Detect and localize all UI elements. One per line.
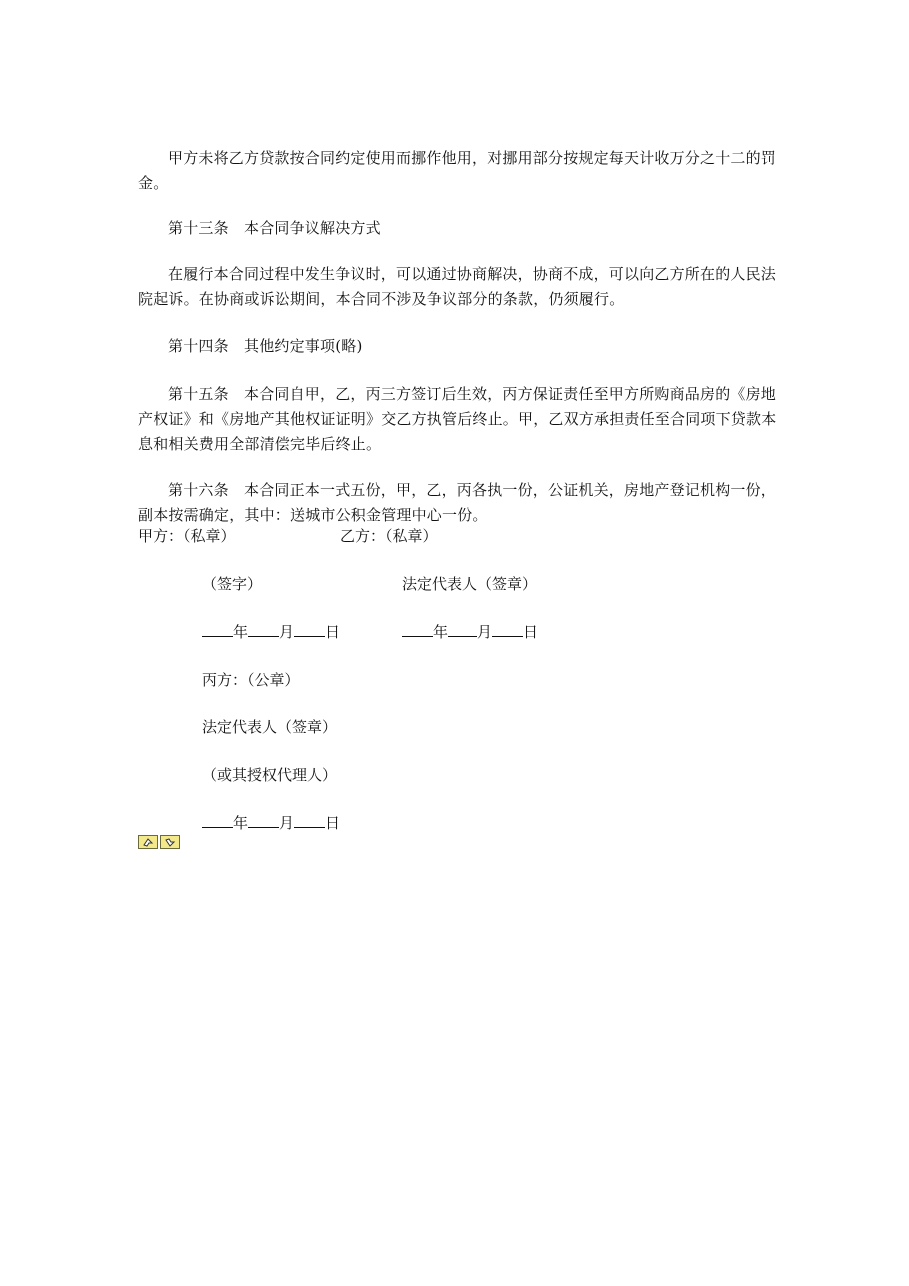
- next-page-icon[interactable]: [160, 835, 180, 849]
- paragraph-dispute: 在履行本合同过程中发生争议时，可以通过协商解决，协商不成，可以向乙方所在的人民法院起诉。在协商或诉讼期间，本合同不涉及争议部分的条款，仍须履行。: [138, 265, 777, 308]
- party-b-label: 乙方：（私章）: [340, 527, 438, 545]
- party-c-label: 丙方：（公章）: [202, 671, 300, 689]
- page-nav-icons: [138, 835, 180, 849]
- party-c-agent-label: （或其授权代理人）: [202, 766, 338, 784]
- party-a-label: 甲方：（私章）: [138, 527, 236, 545]
- paragraph-penalty: 甲方未将乙方贷款按合同约定使用而挪作他用，对挪用部分按规定每天计收万分之十二的罚金。: [138, 149, 777, 192]
- prev-page-icon[interactable]: [138, 835, 158, 849]
- article-13-heading: 第十三条 本合同争议解决方式: [168, 219, 381, 237]
- party-b-legal-rep-label: 法定代表人（签章）: [402, 575, 538, 593]
- article-14-heading: 第十四条 其他约定事项(略): [168, 337, 363, 355]
- article-16-paragraph: 第十六条 本合同正本一式五份，甲，乙，丙各执一份，公证机关，房地产登记机构一份，副本按需确定，其中：送城市公积金管理中心一份。: [138, 481, 777, 524]
- party-a-sign-label: （签字）: [202, 575, 263, 593]
- party-c-legal-rep-label: 法定代表人（签章）: [202, 718, 338, 736]
- article-15-paragraph: 第十五条 本合同自甲，乙，丙三方签订后生效，丙方保证责任至甲方所购商品房的《房地产权证》和《房地产其他权证证明》交乙方执管后终止。甲，乙双方承担责任至合同项下贷款本息和相关费用全部清偿完毕后终止。: [138, 385, 777, 453]
- party-a-date-line: 年 月 日: [202, 622, 340, 642]
- party-b-date-line: 年 月 日: [402, 622, 538, 642]
- party-c-date-line: 年 月 日: [202, 813, 340, 833]
